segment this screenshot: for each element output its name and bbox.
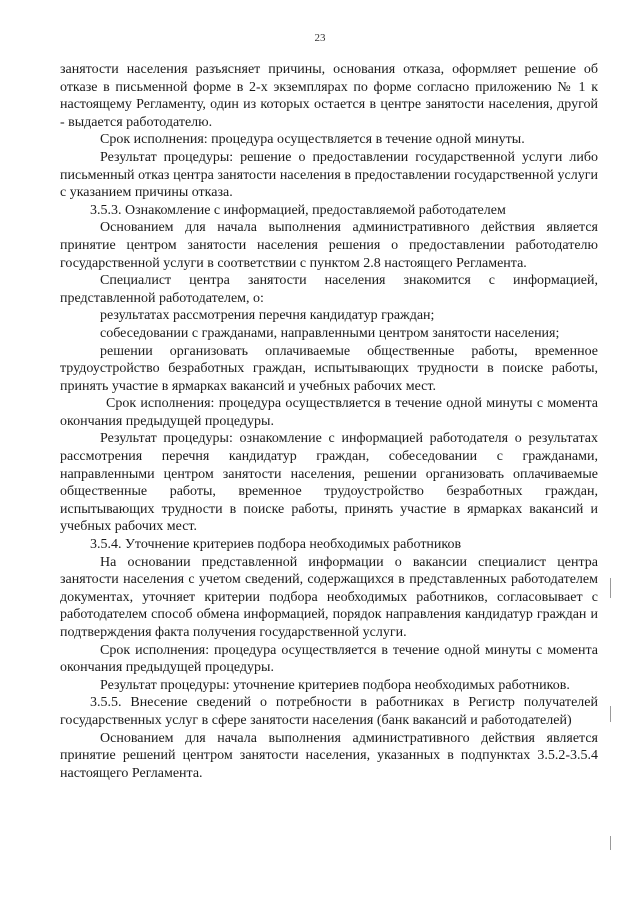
scan-margin-mark <box>610 836 611 850</box>
scan-margin-mark <box>610 578 611 598</box>
paragraph-10: Срок исполнения: процедура осуществляется в течение одной минуты с момента окончания предыдущей процедуры. <box>60 396 598 429</box>
paragraph-6: Специалист центра занятости населения знакомится с информацией, представленной работодателем, о: <box>60 273 598 306</box>
paragraph-17: Основанием для начала выполнения административного действия является принятие решений центром занятости населения, указанных в подпунктах 3.5.2-3.5.4 настоящего Регламента. <box>60 730 598 781</box>
scan-margin-mark <box>610 706 611 722</box>
paragraph-1: занятости населения разъясняет причины, основания отказа, оформляет решение об отказе в письменной форме в 2-х экземплярах по форме согласно приложению № 1 к настоящему Регламенту, один из которых остается в центре занятости населения, другой - выдается работодателю. <box>60 62 598 130</box>
section-heading-3-5-4: 3.5.4. Уточнение критериев подбора необходимых работников <box>90 537 462 553</box>
list-item-2: собеседовании с гражданами, направленными центром занятости населения; <box>100 325 560 341</box>
paragraph-5: Основанием для начала выполнения административного действия является принятие центром занятости населения решения о предоставлении работодателю государственной услуги в соответствии с пунктом 2.8 настоящего Регламента. <box>60 220 598 271</box>
paragraph-13: На основании представленной информации о вакансии специалист центра занятости населения с учетом сведений, содержащихся в представленных работодателем документах, уточняет критерии подбора необходимых работников, согласовывает с работодателем способ обмена информацией, порядок направления кандидатур граждан и подтверждения факта получения государственной услуги. <box>60 554 598 640</box>
section-heading-3-5-5: 3.5.5. Внесение сведений о потребности в работниках в Регистр получателей государственных услуг в сфере занятости населения (банк вакансий и работодателей) <box>60 695 598 728</box>
paragraph-11: Результат процедуры: ознакомление с информацией работодателя о результатах рассмотрения перечня кандидатур граждан, собеседовании с гражданами, направленными центром занятости населения, решении организовать оплачиваемые общественные работы, временное трудоустройство безработных граждан, испытывающих трудности в поиске работы, принять участие в ярмарках вакансий и учебных рабочих мест. <box>60 431 598 535</box>
paragraph-2: Срок исполнения: процедура осуществляется в течение одной минуты. <box>100 132 525 148</box>
paragraph-15: Результат процедуры: уточнение критериев подбора необходимых работников. <box>100 677 570 693</box>
paragraph-14: Срок исполнения: процедура осуществляется в течение одной минуты с момента окончания предыдущей процедуры. <box>60 642 598 676</box>
section-heading-3-5-3: 3.5.3. Ознакомление с информацией, предоставляемой работодателем <box>90 202 506 218</box>
page-body <box>60 61 598 782</box>
paragraph-3: Результат процедуры: решение о предоставлении государственной услуги либо письменный отказ центра занятости населения в предоставлении государственной услуги с указанием причины отказа. <box>60 149 598 201</box>
list-item-3: решении организовать оплачиваемые общественные работы, временное трудоустройство безработных граждан, испытывающих трудности в поиске работы, принять участие в ярмарках вакансий и учебных рабочих мест. <box>60 343 598 394</box>
list-item-1: результатах рассмотрения перечня кандидатур граждан; <box>100 308 435 324</box>
page-number: 23 <box>314 32 326 44</box>
